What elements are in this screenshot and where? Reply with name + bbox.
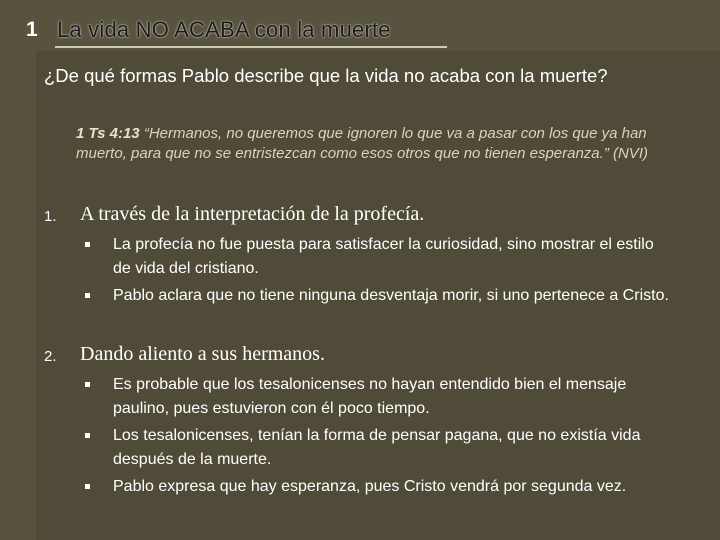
title-underline (55, 46, 447, 48)
section-1 (44, 201, 704, 308)
section-2 (44, 341, 704, 499)
bullet-square-icon (85, 484, 90, 489)
title-bar (0, 8, 720, 50)
section-title: A través de la interpretación de la profecía. (80, 203, 425, 225)
list-item (44, 233, 673, 280)
section-number: 2. (44, 348, 57, 365)
bullet-text: Pablo aclara que no tiene ninguna desventaja morir, si uno pertenece a Cristo. (113, 287, 669, 304)
bullet-square-icon (85, 242, 90, 247)
list-item (44, 424, 673, 471)
section-heading (44, 341, 704, 367)
bullet-square-icon (85, 382, 90, 387)
bullet-text: Es probable que los tesalonicenses no hayan entendido bien el mensaje paulino, pues estuvieron con él poco tiempo. (113, 376, 627, 417)
quote-text: “Hermanos, no queremos que ignoren lo que va a pasar con los que ya han muerto, para que no se entristezcan como esos otros que no tienen esperanza.” (NVI) (76, 125, 648, 162)
bullet-square-icon (85, 433, 90, 438)
bible-quote (76, 124, 676, 164)
bullet-text: La profecía no fue puesta para satisfacer la curiosidad, sino mostrar el estilo de vida del cristiano. (113, 236, 654, 277)
bullet-list (44, 233, 704, 308)
slide-title: La vida NO ACABA con la muerte (57, 17, 391, 42)
quote-reference: 1 Ts 4:13 (76, 125, 140, 142)
section-title: Dando aliento a sus hermanos. (80, 343, 325, 365)
list-item (44, 284, 673, 308)
slide-number: 1 (26, 18, 38, 41)
bullet-text: Los tesalonicenses, tenían la forma de pensar pagana, que no existía vida después de la muerte. (113, 427, 641, 468)
bullet-square-icon (85, 293, 90, 298)
bullet-list (44, 373, 704, 499)
list-item (44, 475, 673, 499)
section-heading (44, 201, 704, 227)
bullet-text: Pablo expresa que hay esperanza, pues Cristo vendrá por segunda vez. (113, 478, 627, 495)
section-number: 1. (44, 208, 57, 225)
list-item (44, 373, 673, 420)
question-text: ¿De qué formas Pablo describe que la vida no acaba con la muerte? (44, 65, 608, 86)
